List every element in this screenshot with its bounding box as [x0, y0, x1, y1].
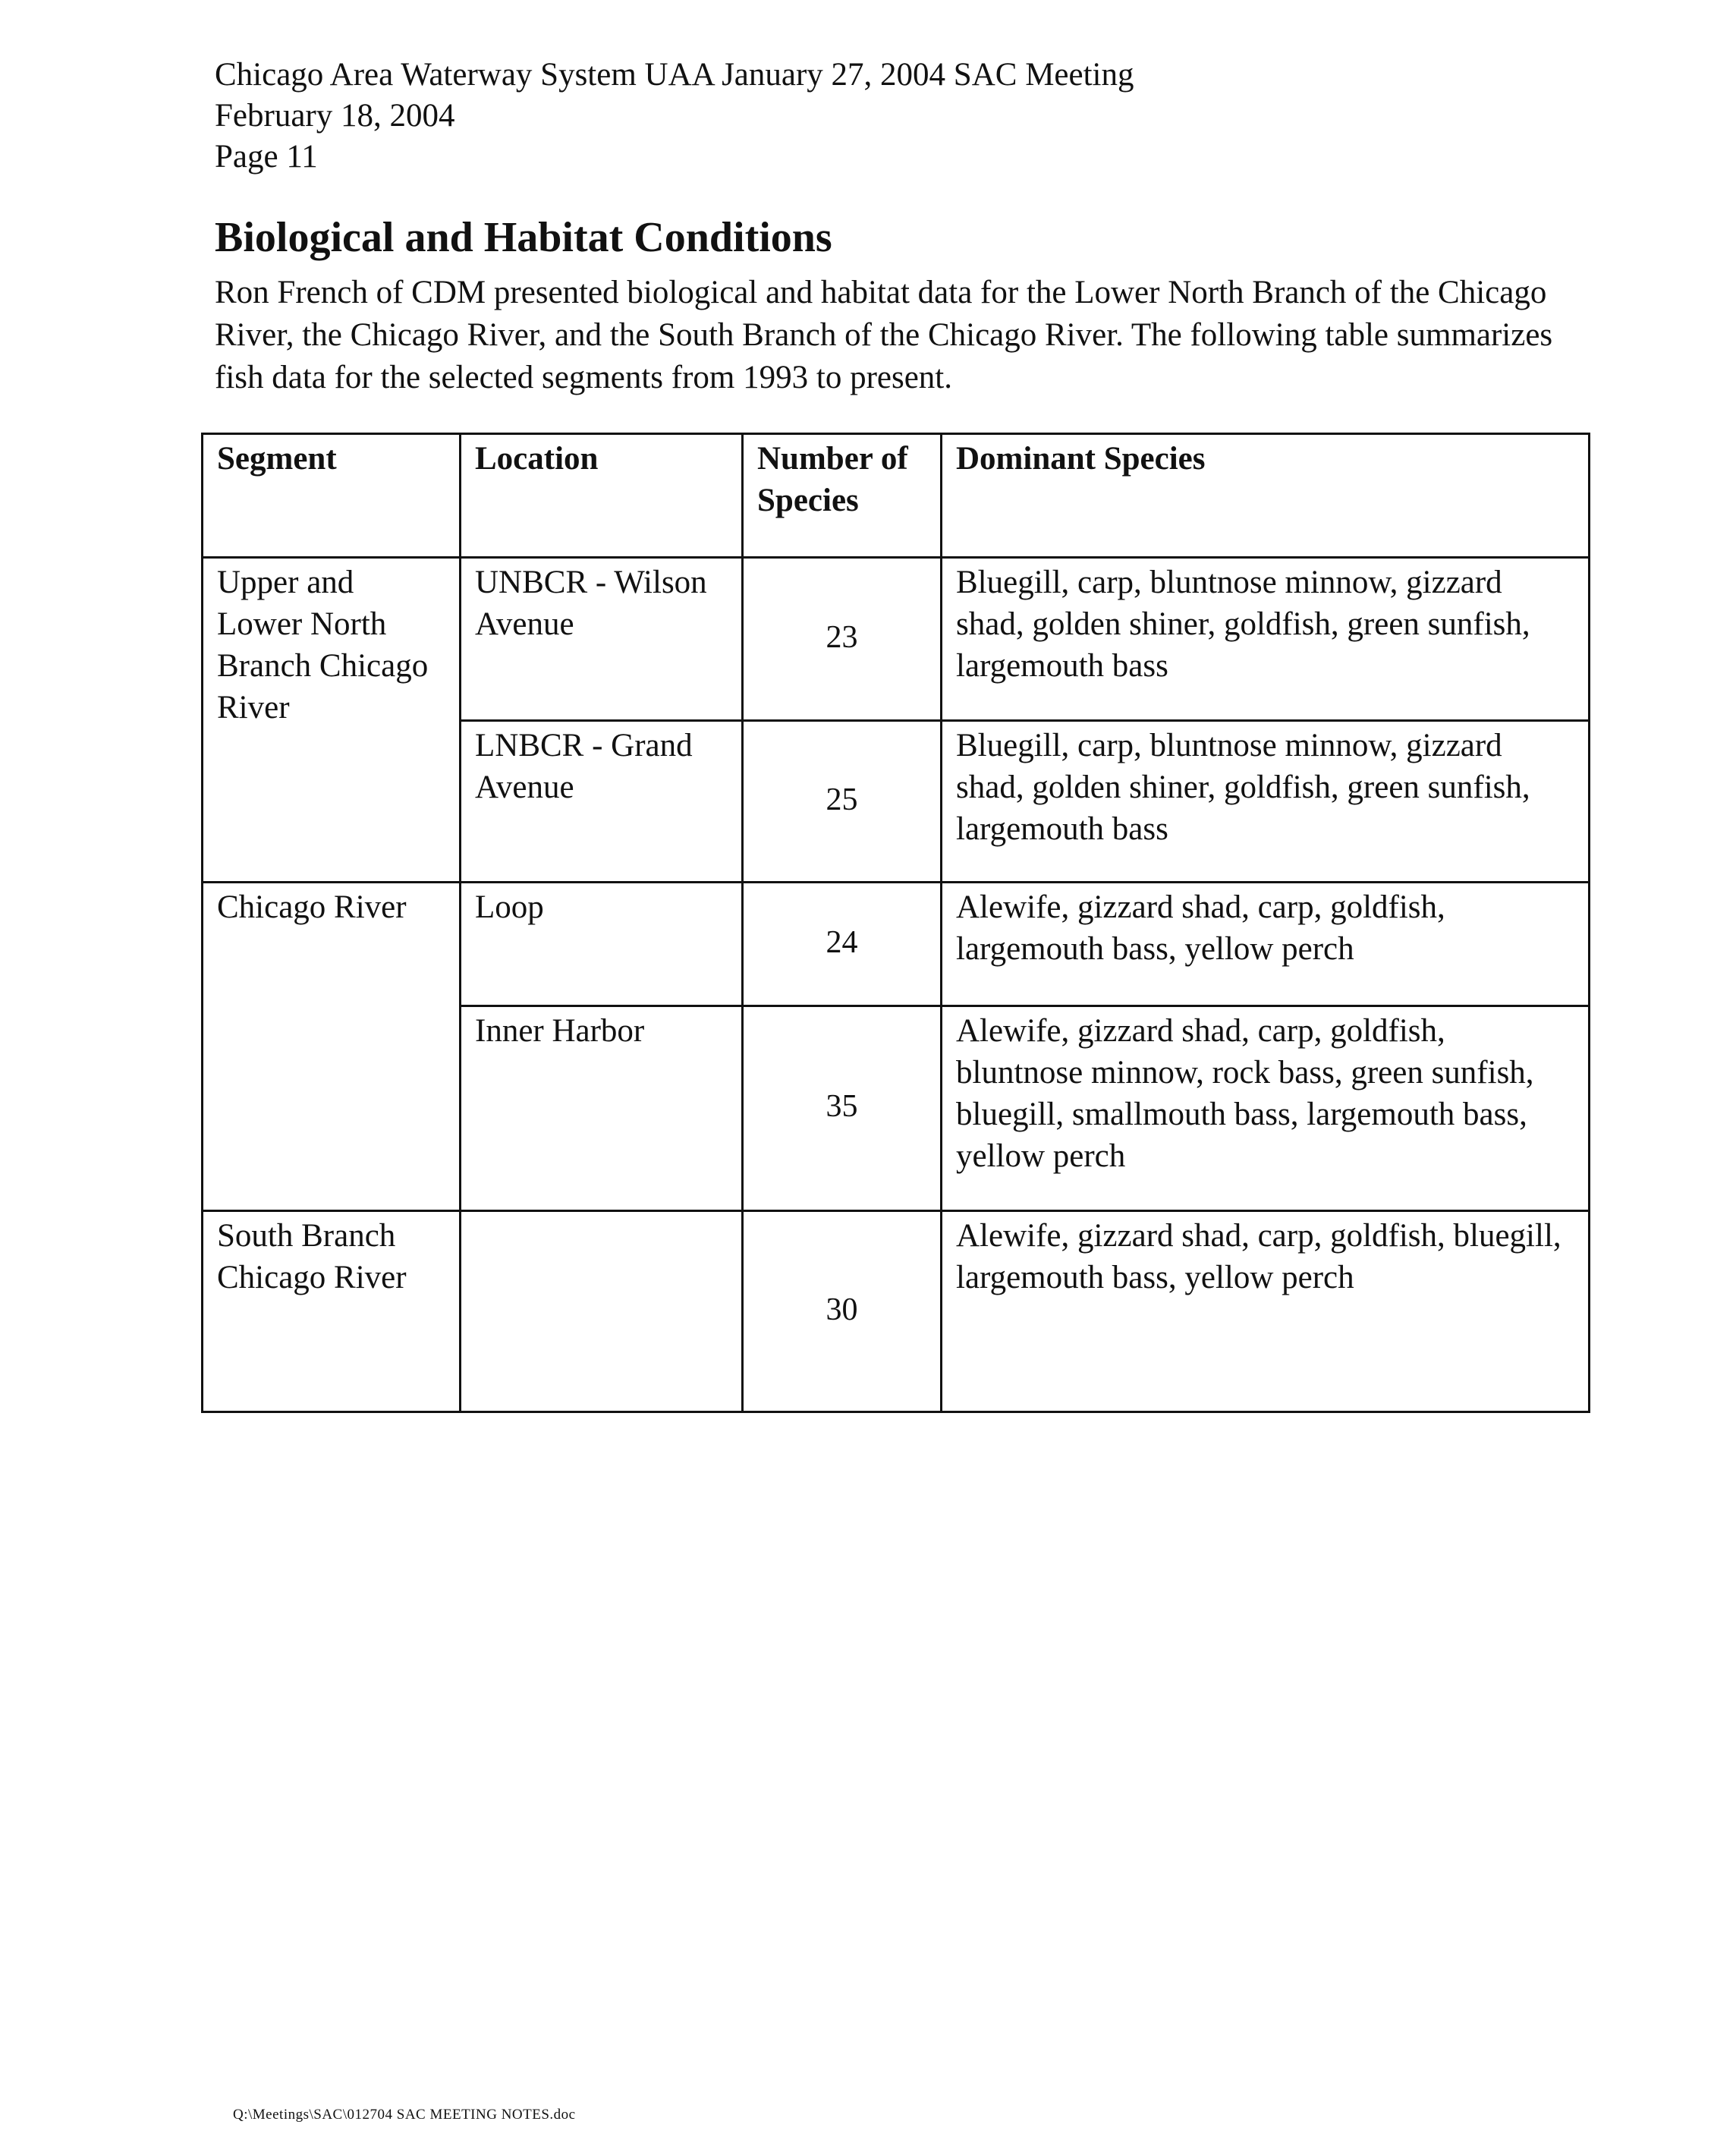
cell-location: Loop — [461, 883, 743, 1006]
cell-dominant-species: Alewife, gizzard shad, carp, goldfish, largemouth bass, yellow perch — [942, 883, 1590, 1006]
cell-dominant-species: Bluegill, carp, bluntnose minnow, gizzard shad, golden shiner, goldfish, green sunfish, largemouth bass — [942, 721, 1590, 883]
fish-data-table — [201, 433, 1590, 1413]
header-meeting-title: Chicago Area Waterway System UAA January 27, 2004 SAC Meeting — [215, 57, 1134, 93]
table-row — [203, 558, 1590, 721]
section-title: Biological and Habitat Conditions — [215, 214, 832, 261]
page-header — [215, 55, 1134, 178]
cell-number-of-species: 25 — [743, 721, 942, 883]
header-segment: Segment — [203, 434, 461, 558]
footer-file-path: Q:\Meetings\SAC\012704 SAC MEETING NOTES.doc — [233, 2107, 576, 2123]
cell-segment: Upper and Lower North Branch Chicago River — [203, 558, 461, 883]
table-header-row — [203, 434, 1590, 558]
fish-data-table-container — [201, 433, 1588, 1413]
intro-paragraph: Ron French of CDM presented biological and habitat data for the Lower North Branch of the Chicago River, the Chicago River, and the South Branch of the Chicago River. The following table summarizes fish data for the selected segments from 1993 to present. — [215, 275, 1553, 395]
header-location: Location — [461, 434, 743, 558]
cell-dominant-species: Alewife, gizzard shad, carp, goldfish, bluegill, largemouth bass, yellow perch — [942, 1211, 1590, 1412]
cell-location: LNBCR - Grand Avenue — [461, 721, 743, 883]
cell-location: UNBCR - Wilson Avenue — [461, 558, 743, 721]
cell-segment: Chicago River — [203, 883, 461, 1211]
table-row — [203, 1211, 1590, 1412]
cell-location: Inner Harbor — [461, 1006, 743, 1211]
header-number-of-species: Number of Species — [743, 434, 942, 558]
cell-dominant-species: Bluegill, carp, bluntnose minnow, gizzard shad, golden shiner, goldfish, green sunfish, largemouth bass — [942, 558, 1590, 721]
cell-number-of-species: 35 — [743, 1006, 942, 1211]
cell-location — [461, 1211, 743, 1412]
header-page-number: Page 11 — [215, 139, 318, 175]
header-dominant-species: Dominant Species — [942, 434, 1590, 558]
cell-segment: South Branch Chicago River — [203, 1211, 461, 1412]
cell-number-of-species: 30 — [743, 1211, 942, 1412]
table-row — [203, 883, 1590, 1006]
cell-dominant-species: Alewife, gizzard shad, carp, goldfish, bluntnose minnow, rock bass, green sunfish, bluegill, smallmouth bass, largemouth bass, yellow perch — [942, 1006, 1590, 1211]
cell-number-of-species: 24 — [743, 883, 942, 1006]
header-date: February 18, 2004 — [215, 98, 455, 134]
cell-number-of-species: 23 — [743, 558, 942, 721]
